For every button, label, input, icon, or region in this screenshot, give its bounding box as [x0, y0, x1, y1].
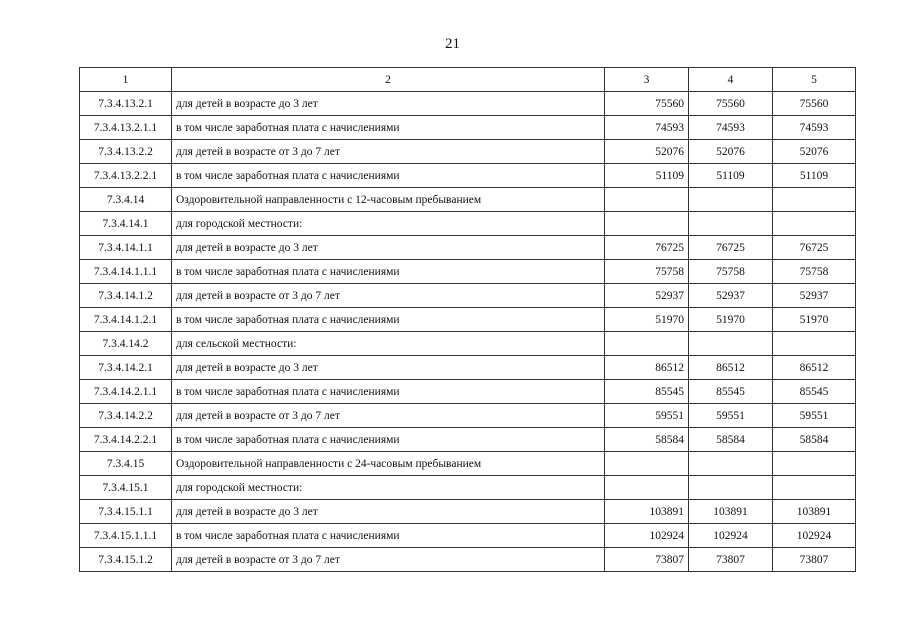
row-value-col-3: 75758 [605, 260, 689, 284]
header-col-5: 5 [773, 68, 856, 92]
table-row [80, 332, 856, 356]
table-header [80, 68, 856, 92]
row-value-col-5: 103891 [773, 500, 856, 524]
row-description-cell: для детей в возрасте до 3 лет [172, 92, 605, 116]
row-value-col-5: 73807 [773, 548, 856, 572]
row-value-col-5 [773, 212, 856, 236]
table-row [80, 356, 856, 380]
row-value-col-5: 102924 [773, 524, 856, 548]
row-value-col-4: 59551 [689, 404, 773, 428]
row-value-col-4: 86512 [689, 356, 773, 380]
row-code-cell: 7.3.4.13.2.1 [80, 92, 172, 116]
table-row [80, 500, 856, 524]
row-value-col-5: 52076 [773, 140, 856, 164]
row-description-cell: для городской местности: [172, 212, 605, 236]
row-value-col-3 [605, 332, 689, 356]
row-value-col-3 [605, 188, 689, 212]
row-description-cell: в том числе заработная плата с начислениями [172, 428, 605, 452]
row-value-col-3 [605, 476, 689, 500]
header-col-1: 1 [80, 68, 172, 92]
row-value-col-3: 51970 [605, 308, 689, 332]
header-row [80, 68, 856, 92]
row-description-cell: в том числе заработная плата с начислениями [172, 308, 605, 332]
row-value-col-4: 103891 [689, 500, 773, 524]
row-value-col-5: 51109 [773, 164, 856, 188]
row-code-cell: 7.3.4.15.1.1.1 [80, 524, 172, 548]
row-value-col-4 [689, 452, 773, 476]
table-row [80, 140, 856, 164]
row-code-cell: 7.3.4.15.1.2 [80, 548, 172, 572]
header-col-2: 2 [172, 68, 605, 92]
row-value-col-4 [689, 332, 773, 356]
row-value-col-5: 74593 [773, 116, 856, 140]
row-code-cell: 7.3.4.14.1.1.1 [80, 260, 172, 284]
row-value-col-5 [773, 452, 856, 476]
row-code-cell: 7.3.4.14.1.2 [80, 284, 172, 308]
row-value-col-3: 102924 [605, 524, 689, 548]
row-code-cell: 7.3.4.13.2.2.1 [80, 164, 172, 188]
row-code-cell: 7.3.4.15 [80, 452, 172, 476]
row-code-cell: 7.3.4.14.2.1 [80, 356, 172, 380]
row-description-cell: для сельской местности: [172, 332, 605, 356]
table-row [80, 452, 856, 476]
row-code-cell: 7.3.4.14.1.2.1 [80, 308, 172, 332]
row-value-col-4: 51970 [689, 308, 773, 332]
table-row [80, 164, 856, 188]
table-row [80, 92, 856, 116]
row-value-col-3: 85545 [605, 380, 689, 404]
row-value-col-4 [689, 188, 773, 212]
row-description-cell: для детей в возрасте до 3 лет [172, 236, 605, 260]
row-value-col-3 [605, 212, 689, 236]
row-value-col-5: 75758 [773, 260, 856, 284]
table-row [80, 548, 856, 572]
row-value-col-4: 75758 [689, 260, 773, 284]
row-description-cell: для детей в возрасте от 3 до 7 лет [172, 140, 605, 164]
row-code-cell: 7.3.4.14.2.2 [80, 404, 172, 428]
row-description-cell: в том числе заработная плата с начислениями [172, 116, 605, 140]
row-code-cell: 7.3.4.14 [80, 188, 172, 212]
row-value-col-3: 58584 [605, 428, 689, 452]
table-row [80, 380, 856, 404]
row-description-cell: для детей в возрасте до 3 лет [172, 500, 605, 524]
table-row [80, 524, 856, 548]
row-value-col-4: 73807 [689, 548, 773, 572]
table-row [80, 404, 856, 428]
row-description-cell: в том числе заработная плата с начислениями [172, 524, 605, 548]
row-description-cell: для детей в возрасте от 3 до 7 лет [172, 548, 605, 572]
table-row [80, 116, 856, 140]
row-value-col-3: 52937 [605, 284, 689, 308]
row-value-col-5: 76725 [773, 236, 856, 260]
table-row [80, 260, 856, 284]
table-row [80, 284, 856, 308]
row-code-cell: 7.3.4.15.1.1 [80, 500, 172, 524]
row-value-col-3: 103891 [605, 500, 689, 524]
row-value-col-4: 75560 [689, 92, 773, 116]
row-code-cell: 7.3.4.13.2.1.1 [80, 116, 172, 140]
table-row [80, 308, 856, 332]
row-value-col-4: 74593 [689, 116, 773, 140]
row-value-col-4: 85545 [689, 380, 773, 404]
row-description-cell: Оздоровительной направленности с 24-часовым пребыванием [172, 452, 605, 476]
row-value-col-5: 85545 [773, 380, 856, 404]
row-description-cell: Оздоровительной направленности с 12-часовым пребыванием [172, 188, 605, 212]
row-value-col-4: 102924 [689, 524, 773, 548]
row-description-cell: для детей в возрасте от 3 до 7 лет [172, 284, 605, 308]
table-row [80, 188, 856, 212]
table-row [80, 236, 856, 260]
row-value-col-4: 52076 [689, 140, 773, 164]
table-row [80, 428, 856, 452]
row-value-col-5 [773, 188, 856, 212]
row-code-cell: 7.3.4.14.2 [80, 332, 172, 356]
row-code-cell: 7.3.4.13.2.2 [80, 140, 172, 164]
header-col-3: 3 [605, 68, 689, 92]
row-value-col-3 [605, 452, 689, 476]
row-value-col-4 [689, 476, 773, 500]
row-value-col-4: 76725 [689, 236, 773, 260]
header-col-4: 4 [689, 68, 773, 92]
row-value-col-3: 73807 [605, 548, 689, 572]
row-value-col-5: 86512 [773, 356, 856, 380]
row-value-col-3: 86512 [605, 356, 689, 380]
row-value-col-4: 52937 [689, 284, 773, 308]
row-description-cell: в том числе заработная плата с начислениями [172, 164, 605, 188]
row-value-col-5 [773, 332, 856, 356]
row-value-col-3: 51109 [605, 164, 689, 188]
row-code-cell: 7.3.4.15.1 [80, 476, 172, 500]
tariff-table [79, 67, 856, 572]
row-value-col-3: 76725 [605, 236, 689, 260]
row-value-col-5: 52937 [773, 284, 856, 308]
row-value-col-3: 75560 [605, 92, 689, 116]
row-description-cell: для городской местности: [172, 476, 605, 500]
row-value-col-5: 58584 [773, 428, 856, 452]
row-description-cell: для детей в возрасте до 3 лет [172, 356, 605, 380]
row-description-cell: в том числе заработная плата с начислениями [172, 380, 605, 404]
row-value-col-5: 59551 [773, 404, 856, 428]
row-value-col-3: 59551 [605, 404, 689, 428]
row-value-col-4: 51109 [689, 164, 773, 188]
row-code-cell: 7.3.4.14.1 [80, 212, 172, 236]
row-description-cell: в том числе заработная плата с начислениями [172, 260, 605, 284]
table-row [80, 476, 856, 500]
table-row [80, 212, 856, 236]
row-value-col-3: 52076 [605, 140, 689, 164]
row-code-cell: 7.3.4.14.2.1.1 [80, 380, 172, 404]
row-value-col-3: 74593 [605, 116, 689, 140]
row-code-cell: 7.3.4.14.1.1 [80, 236, 172, 260]
row-value-col-5: 75560 [773, 92, 856, 116]
row-code-cell: 7.3.4.14.2.2.1 [80, 428, 172, 452]
table-body [80, 92, 856, 572]
row-description-cell: для детей в возрасте от 3 до 7 лет [172, 404, 605, 428]
row-value-col-5 [773, 476, 856, 500]
row-value-col-4: 58584 [689, 428, 773, 452]
row-value-col-5: 51970 [773, 308, 856, 332]
row-value-col-4 [689, 212, 773, 236]
page-number: 21 [445, 36, 460, 52]
